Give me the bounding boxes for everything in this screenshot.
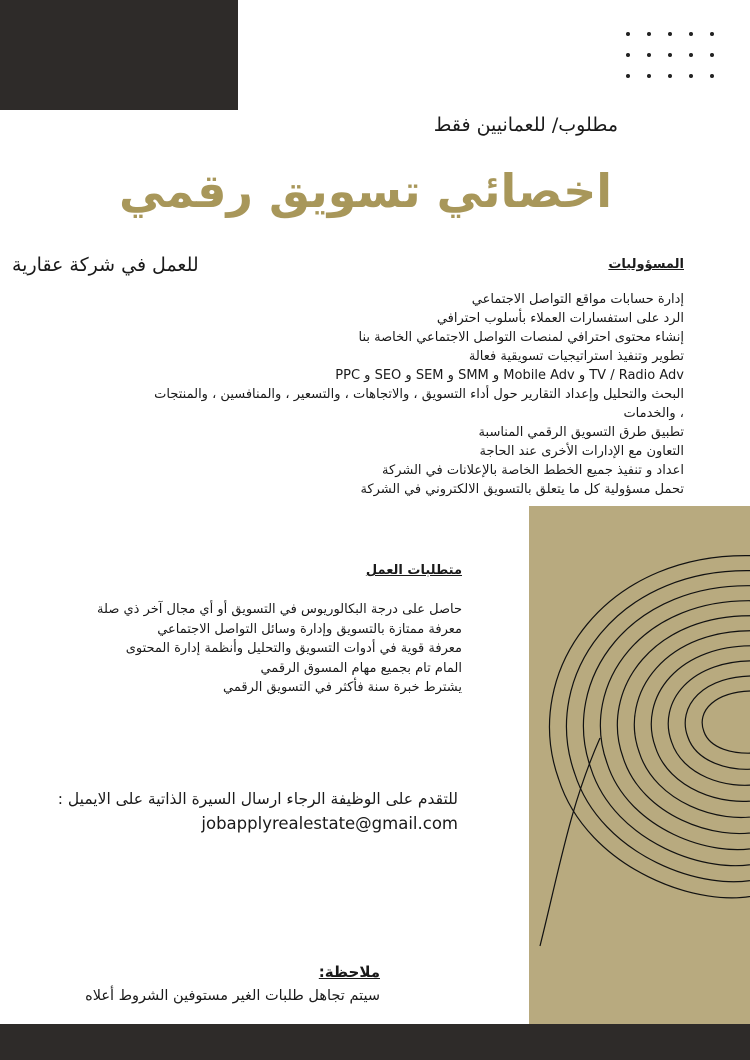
list-item: التعاون مع الإدارات الأخرى عند الحاجة [479, 444, 684, 459]
list-item: إنشاء محتوى احترافي لمنصات التواصل الاجتماعي الخاصة بنا [358, 330, 684, 345]
dot [668, 74, 672, 78]
contour-line [702, 691, 750, 753]
contour-line [600, 601, 750, 850]
dot [647, 32, 651, 36]
requirements-heading: متطلبات العمل [365, 563, 462, 578]
note-heading: ملاحظة: [318, 963, 380, 981]
note-text: سيتم تجاهل طلبات الغير مستوفين الشروط أعلاه [85, 988, 380, 1004]
dot [626, 74, 630, 78]
contour-lines-decoration [530, 506, 750, 1024]
contour-line [550, 556, 750, 898]
dot-grid-decoration [626, 32, 722, 84]
list-item: حاصل على درجة البكالوريوس في التسويق أو أي مجال آخر ذي صلة [97, 602, 462, 617]
apply-instructions: للتقدم على الوظيفة الرجاء ارسال السيرة الذاتية على الايميل : [57, 790, 458, 808]
dot [647, 74, 651, 78]
list-item: المام تام بجميع مهام المسوق الرقمي [260, 660, 462, 676]
dot [668, 53, 672, 57]
dot [647, 53, 651, 57]
dot [710, 53, 714, 57]
list-item: تطبيق طرق التسويق الرقمي المناسبة [478, 425, 684, 440]
dot [668, 32, 672, 36]
list-item: الرد على استفسارات العملاء بأسلوب احترافي [436, 311, 684, 326]
list-item: معرفة قوية في أدوات التسويق والتحليل وأنظمة إدارة المحتوى [125, 641, 462, 656]
dot [689, 53, 693, 57]
list-item: TV / Radio Adv و Mobile Adv و SMM و SEM و SEO و PPC [335, 368, 684, 383]
page-title: اخصائي تسويق رقمي [119, 164, 612, 218]
dot [710, 74, 714, 78]
contour-line [651, 646, 750, 802]
list-item: تحمل مسؤولية كل ما يتعلق بالتسويق الالكتروني في الشركة [360, 482, 684, 497]
dot [689, 32, 693, 36]
contour-line [583, 586, 750, 866]
responsibilities-list [0, 290, 684, 499]
subtitle: مطلوب/ للعمانيين فقط [433, 114, 618, 136]
dot [626, 32, 630, 36]
dot [689, 74, 693, 78]
list-item: ، والخدمات [623, 406, 684, 421]
list-item: تطوير وتنفيذ استراتيجيات تسويقية فعالة [468, 349, 684, 364]
top-dark-block [0, 0, 238, 110]
requirements-list [0, 600, 462, 698]
list-item: يشترط خبرة سنة فأكثر في التسويق الرقمي [223, 680, 462, 695]
list-item: اعداد و تنفيذ جميع الخطط الخاصة بالإعلانات في الشركة [382, 463, 684, 478]
responsibilities-heading: المسؤوليات [608, 257, 684, 272]
list-item: إدارة حسابات مواقع التواصل الاجتماعي [471, 292, 684, 307]
list-item: البحث والتحليل وإعداد التقارير حول أداء التسويق ، والاتجاهات ، والتسعير ، والمنافسين ، والمنتجات [154, 387, 684, 402]
apply-email: jobapplyrealestate@gmail.com [201, 814, 458, 833]
list-item: معرفة ممتازة بالتسويق وإدارة وسائل التواصل الاجتماعي [157, 621, 462, 637]
bottom-dark-bar [0, 1024, 750, 1060]
contour-line [668, 661, 750, 785]
dot [710, 32, 714, 36]
contour-line [685, 676, 750, 769]
company-line: للعمل في شركة عقارية [12, 254, 199, 276]
dot [626, 53, 630, 57]
